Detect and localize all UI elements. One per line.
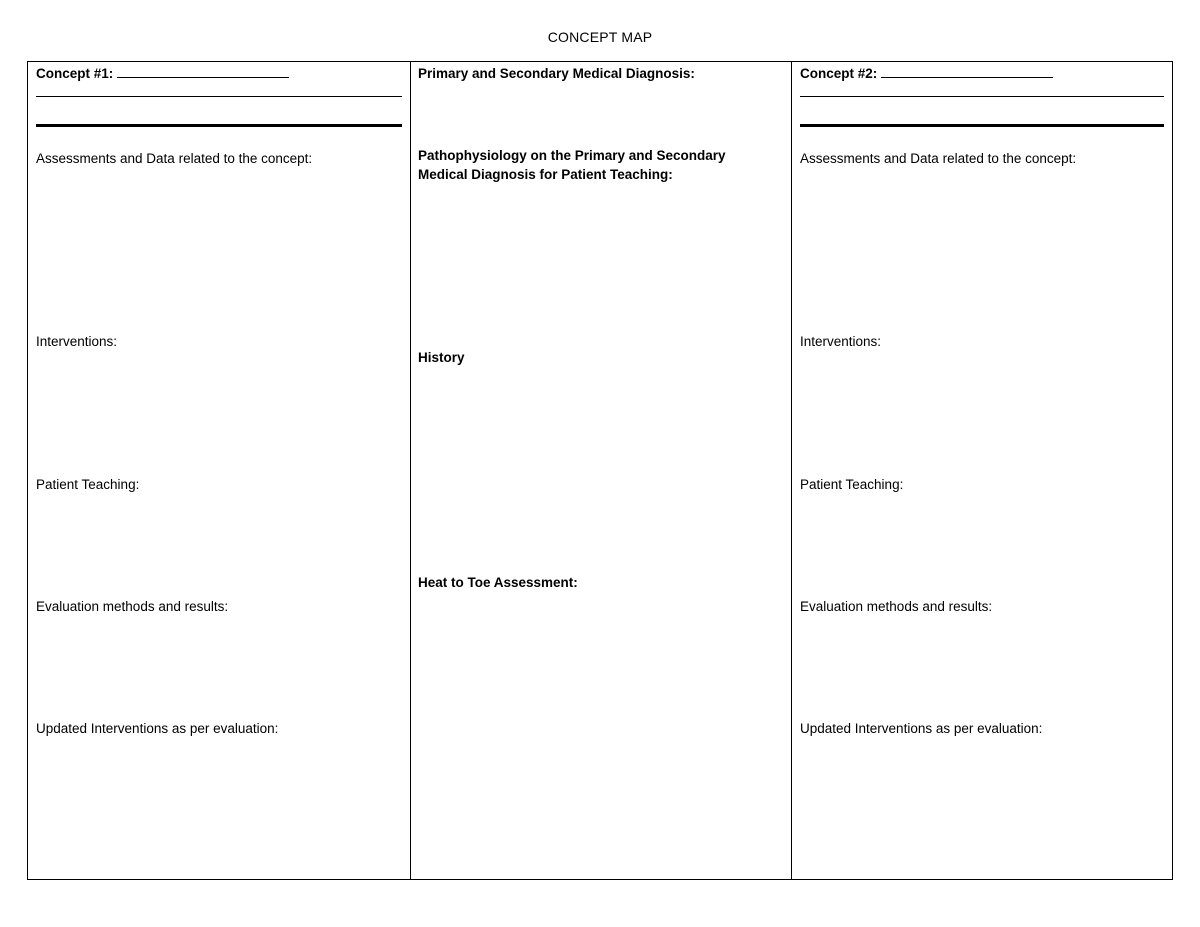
diagnosis-column	[410, 62, 792, 879]
concept-1-interventions-label: Interventions:	[36, 334, 118, 349]
concept-1-label: Concept #1:	[36, 66, 114, 81]
concept-2-label: Concept #2:	[800, 66, 878, 81]
concept-2-name-blank[interactable]	[881, 64, 1053, 78]
diagnosis-label: Primary and Secondary Medical Diagnosis:	[418, 66, 695, 81]
history-label: History	[418, 350, 465, 365]
concept-1-teaching-label: Patient Teaching:	[36, 477, 140, 492]
head-to-toe-label: Heat to Toe Assessment:	[418, 575, 578, 590]
concept-2-updated-label: Updated Interventions as per evaluation:	[800, 721, 1043, 736]
concept-1-evaluation-label: Evaluation methods and results:	[36, 599, 229, 614]
concept-1-name-blank[interactable]	[117, 64, 289, 78]
concept-2-heading	[800, 64, 1053, 83]
concept-2-column	[791, 62, 1172, 879]
concept-1-heading	[36, 64, 289, 83]
concept-map-table	[27, 61, 1173, 880]
pathophysiology-label: Pathophysiology on the Primary and Secondary Medical Diagnosis for Patient Teaching:	[418, 148, 726, 182]
concept-2-assessments-label: Assessments and Data related to the concept:	[800, 151, 1077, 166]
concept-1-assessments-label: Assessments and Data related to the concept:	[36, 151, 313, 166]
concept-1-divider	[36, 124, 402, 127]
concept-2-teaching-label: Patient Teaching:	[800, 477, 904, 492]
concept-1-updated-label: Updated Interventions as per evaluation:	[36, 721, 279, 736]
page-title: CONCEPT MAP	[547, 29, 653, 45]
concept-2-interventions-label: Interventions:	[800, 334, 882, 349]
concept-1-second-blank-line[interactable]	[36, 96, 402, 97]
concept-1-column	[28, 62, 411, 879]
concept-2-second-blank-line[interactable]	[800, 96, 1164, 97]
concept-2-evaluation-label: Evaluation methods and results:	[800, 599, 993, 614]
concept-2-divider	[800, 124, 1164, 127]
